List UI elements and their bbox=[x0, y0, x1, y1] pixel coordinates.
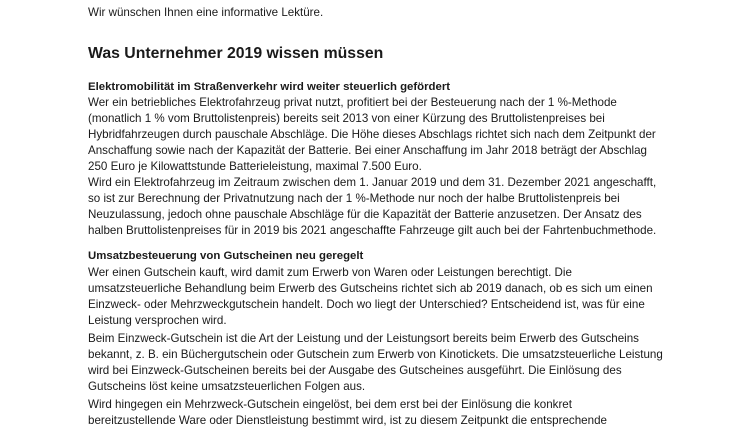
text-line: Wird ein Elektrofahrzeug im Zeitraum zwischen dem 1. Januar 2019 und dem 31. Dezember 2021 angeschafft, bbox=[88, 176, 657, 189]
section-1-paragraph-2 bbox=[88, 175, 656, 239]
text-line: bereitzustellende Ware oder Dienstleistung bestimmt wird, ist zu diesem Zeitpunkt die entsprechende bbox=[88, 414, 607, 427]
text-line: Anschaffung sowie nach der Kapazität der Batterie. Bei einer Anschaffung im Jahr 2018 beträgt der Abschlag bbox=[88, 144, 648, 157]
section-2-paragraph-3 bbox=[88, 397, 607, 429]
text-line: Hybridfahrzeugen durch pauschale Abschläge. Die Höhe dieses Abschlags richtet sich nach dem Zeitpunkt der bbox=[88, 128, 656, 141]
section-1-paragraph-1 bbox=[88, 95, 656, 175]
text-line: Wird hingegen ein Mehrzweck-Gutschein eingelöst, bei dem erst bei der Einlösung die konkret bbox=[88, 398, 572, 411]
section-2-paragraph-2 bbox=[88, 331, 663, 395]
text-line: Neuzulassung, jedoch ohne pauschale Abschläge für die Kapazität der Batterie anzusetzen. Der Ansatz des bbox=[88, 208, 642, 221]
text-line: Wer ein betriebliches Elektrofahrzeug privat nutzt, profitiert bei der Besteuerung nach der 1 %-Methode bbox=[88, 96, 617, 109]
text-line: Beim Einzweck-Gutschein ist die Art der Leistung und der Leistungsort bereits beim Erwerb des Gutscheins bbox=[88, 332, 639, 345]
intro-text: Wir wünschen Ihnen eine informative Lektüre. bbox=[88, 6, 324, 19]
text-line: umsatzsteuerliche Behandlung beim Erwerb des Gutscheins richtet sich ab 2019 danach, ob es sich um einen bbox=[88, 282, 653, 295]
text-line: wird bei Einzweck-Gutscheinen bereits bei der Ausgabe des Gutscheines ausgeführt. Die Einlösung des bbox=[88, 364, 622, 377]
text-line: (monatlich 1 % vom Bruttolistenpreis) bereits seit 2013 von einer Kürzung des Bruttolistenpreises bei bbox=[88, 112, 605, 125]
text-line: Wer einen Gutschein kauft, wird damit zum Erwerb von Waren oder Leistungen berechtigt. Die bbox=[88, 266, 572, 279]
section-2-paragraph-1 bbox=[88, 265, 653, 329]
text-line: Einzweck- oder Mehrzweckgutschein handelt. Doch wo liegt der Unterschied? Entscheidend ist, was für eine bbox=[88, 298, 645, 311]
text-line: Leistung versprochen wird. bbox=[88, 314, 227, 327]
page-title: Was Unternehmer 2019 wissen müssen bbox=[88, 45, 384, 62]
text-line: Gutscheins löst keine umsatzsteuerlichen Folgen aus. bbox=[88, 380, 366, 393]
text-line: so ist zur Berechnung der Privatnutzung nach der 1 %-Methode nur noch der halbe Bruttolistenpreis bei bbox=[88, 192, 620, 205]
text-line: bekannt, z. B. ein Büchergutschein oder Gutschein zum Erwerb von Kinotickets. Die umsatzsteuerliche Leistung bbox=[88, 348, 663, 361]
text-line: halben Bruttolistenpreises für in 2019 bis 2021 angeschaffte Fahrzeuge gilt auch bei der Fahrtenbuchmethode. bbox=[88, 224, 657, 237]
section-heading-elektromobilitaet: Elektromobilität im Straßenverkehr wird weiter steuerlich gefördert bbox=[88, 81, 451, 93]
section-heading-gutscheine: Umsatzbesteuerung von Gutscheinen neu geregelt bbox=[88, 250, 364, 262]
text-line: 250 Euro je Kilowattstunde Batterieleistung, maximal 7.500 Euro. bbox=[88, 160, 422, 173]
